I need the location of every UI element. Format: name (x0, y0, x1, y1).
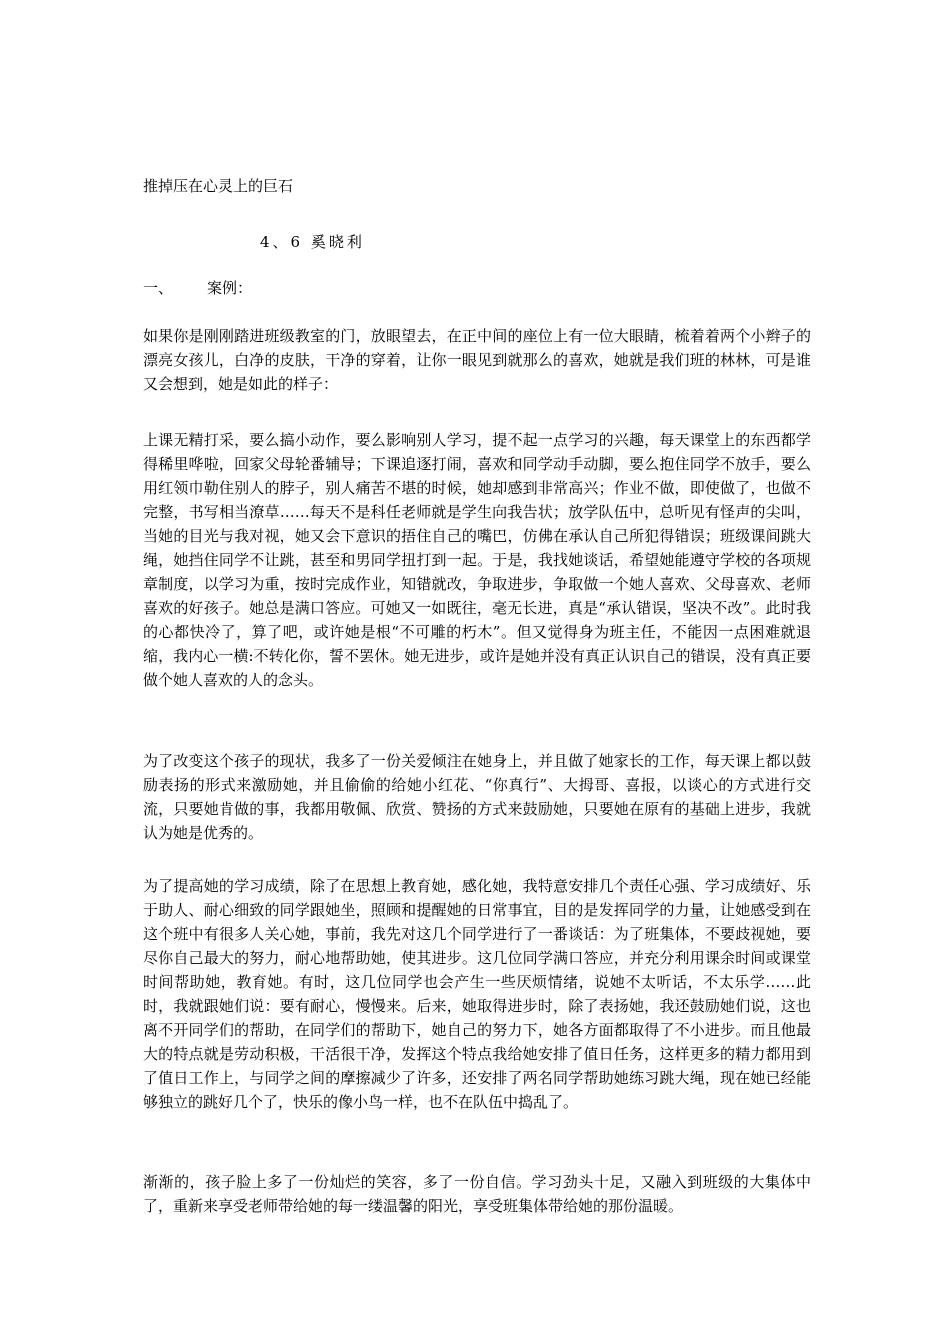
document-page (143, 0, 813, 1344)
paragraph-behavior: 上课无精打采，要么搞小动作，要么影响别人学习，提不起一点学习的兴趣，每天课堂上的东西都学得稀里哗啦，回家父母轮番辅导；下课追逐打闹，喜欢和同学动手动脚，要么抱住同学不放手，要么用红领巾勒住别人的脖子，别人痛苦不堪的时候，她却感到非常高兴；作业不做，即使做了，也做不完整，书写相当潦草……每天不是科任老师就是学生向我告状；放学队伍中，总听见有怪声的尖叫，当她的目光与我对视，她又会下意识的捂住自己的嘴巴，仿佛在承认自己所犯得错误；班级课间跳大绳，她挡住同学不让跳，甚至和男同学扭打到一起。于是，我找她谈话，希望她能遵守学校的各项规章制度，以学习为重，按时完成作业，知错就改，争取进步，争取做一个她人喜欢、父母喜欢、老师喜欢的好孩子。她总是满口答应。可她又一如既往，毫无长进，真是“承认错误，坚决不改”。此时我的心都快冷了，算了吧，或许她是根“不可雕的朽木”。但又觉得身为班主任，不能因一点困难就退缩，我内心一横:不转化你，誓不罢休。她无进步，或许是她并没有真正认识自己的错误，没有真正要做个她人喜欢的人的念头。 (143, 431, 811, 689)
paragraph-intro: 如果你是刚刚踏进班级教室的门，放眼望去，在正中间的座位上有一位大眼睛，梳着着两个小辫子的漂亮女孩儿，白净的皮肤，干净的穿着，让你一眼见到就那么的喜欢，她就是我们班的林林，可是谁又会想到，她是如此的样子： (143, 327, 811, 393)
paragraph-care: 为了改变这个孩子的现状，我多了一份关爱倾注在她身上，并且做了她家长的工作，每天课上都以鼓励表扬的形式来激励她，并且偷偷的给她小红花、“你真行”、大拇哥、喜报，以谈心的方式进行交流，只要她肯做的事，我都用敬佩、欣赏、赞扬的方式来鼓励她，只要她在原有的基础上进步，我就认为她是优秀的。 (143, 752, 811, 842)
section-label: 案例： (207, 279, 253, 297)
paragraph-conclusion: 渐渐的，孩子脸上多了一份灿烂的笑容，多了一份自信。学习劲头十足，又融入到班级的大集体中了，重新来享受老师带给她的每一缕温馨的阳光，享受班集体带给她的那份温暖。 (143, 1173, 811, 1215)
document-title: 推掉压在心灵上的巨石 (143, 177, 294, 195)
section-heading (143, 278, 252, 298)
author-line: 4、6 奚晓利 (260, 233, 365, 251)
paragraph-peer-help: 为了提高她的学习成绩，除了在思想上教育她，感化她，我特意安排几个责任心强、学习成绩好、乐于助人、耐心细致的同学跟她坐，照顾和提醒她的日常事宜，目的是发挥同学的力量，让她感受到在这个班中有很多人关心她，事前，我先对这几个同学进行了一番谈话：为了班集体，不要歧视她，要尽你自己最大的努力，耐心地帮助她，使其进步。这几位同学满口答应，并充分利用课余时间或课堂时间帮助她，教育她。有时，这几位同学也会产生一些厌烦情绪，说她不太听话，不太乐学……此时，我就跟她们说：要有耐心，慢慢来。后来，她取得进步时，除了表扬她，我还鼓励她们说，这也离不开同学们的帮助，在同学们的帮助下，她自己的努力下，她各方面都取得了不小进步。而且他最大的特点就是劳动积极，干活很干净，发挥这个特点我给她安排了值日任务，这样更多的精力都用到了值日工作上，与同学之间的摩擦减少了许多，还安排了两名同学帮助她练习跳大绳，现在她已经能够独立的跳好几个了，快乐的像小鸟一样，也不在队伍中捣乱了。 (143, 877, 811, 1111)
section-number: 一、 (143, 279, 174, 297)
